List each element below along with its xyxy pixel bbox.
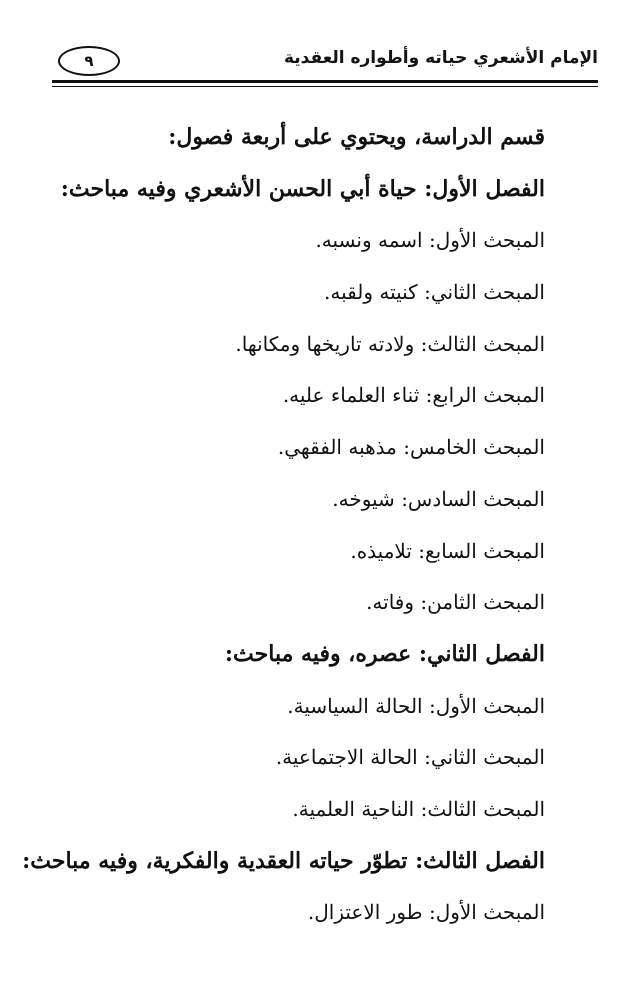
- chapter-label: الفصل الأول:: [424, 175, 545, 202]
- section-text: الحالة الاجتماعية.: [275, 745, 425, 770]
- section-label: المبحث السادس:: [401, 486, 545, 511]
- section-label: المبحث الثامن:: [420, 590, 545, 615]
- page-body: [22, 112, 545, 939]
- running-title: الإمام الأشعري حياته وأطواره العقدية: [283, 48, 598, 68]
- section-line: [35, 474, 545, 526]
- chapter-title: حياة أبي الحسن الأشعري وفيه مباحث:: [60, 175, 425, 202]
- chapter-heading: [35, 629, 545, 681]
- section-label: المبحث الأول:: [428, 228, 545, 253]
- section-text: ثناء العلماء عليه.: [282, 383, 426, 408]
- section-label: المبحث الثالث:: [420, 331, 545, 356]
- section-label: المبحث الثاني:: [424, 745, 545, 770]
- section-label: المبحث الخامس:: [403, 435, 545, 460]
- section-text: الناحية العلمية.: [292, 796, 421, 821]
- section-line: [35, 370, 545, 422]
- section-line: [35, 887, 545, 939]
- chapter-heading: [22, 836, 545, 888]
- section-text: مذهبه الفقهي.: [277, 435, 404, 460]
- chapter-title: عصره، وفيه مباحث:: [224, 640, 419, 667]
- section-line: [35, 732, 545, 784]
- section-text: ولادته تاريخها ومكانها.: [235, 331, 421, 356]
- chapter-label: الفصل الثالث:: [415, 847, 545, 874]
- section-line: [35, 267, 545, 319]
- section-text: تلاميذه.: [350, 538, 419, 563]
- section-label: المبحث الثالث:: [420, 796, 545, 821]
- section-label: المبحث السابع:: [418, 538, 545, 563]
- header-rule-thick: [52, 80, 598, 83]
- section-line: [35, 422, 545, 474]
- page-number: ٩: [58, 46, 120, 76]
- section-line: [35, 215, 545, 267]
- chapter-label: الفصل الثاني:: [418, 640, 545, 667]
- section-text: وفاته.: [366, 590, 421, 615]
- section-line: [35, 319, 545, 371]
- section-label: المبحث الأول:: [428, 693, 545, 718]
- section-text: اسمه ونسبه.: [315, 228, 429, 253]
- page-header: [52, 42, 598, 88]
- header-rule-thin: [52, 86, 598, 87]
- section-label: المبحث الرابع:: [425, 383, 545, 408]
- chapter-heading: [35, 164, 545, 216]
- section-text: شيوخه.: [332, 486, 402, 511]
- section-line: [35, 577, 545, 629]
- section-text: الحالة السياسية.: [287, 693, 429, 718]
- section-text: كنيته ولقبه.: [324, 280, 425, 305]
- section-text: طور الاعتزال.: [307, 900, 429, 925]
- study-section-intro: قسم الدراسة، ويحتوي على أربعة فصول:: [168, 124, 545, 150]
- section-line: [35, 526, 545, 578]
- section-label: المبحث الأول:: [428, 900, 545, 925]
- section-label: المبحث الثاني:: [424, 280, 545, 305]
- section-line: [35, 681, 545, 733]
- chapter-title: تطوّر حياته العقدية والفكرية، وفيه مباحث:: [22, 847, 416, 874]
- section-line: [35, 784, 545, 836]
